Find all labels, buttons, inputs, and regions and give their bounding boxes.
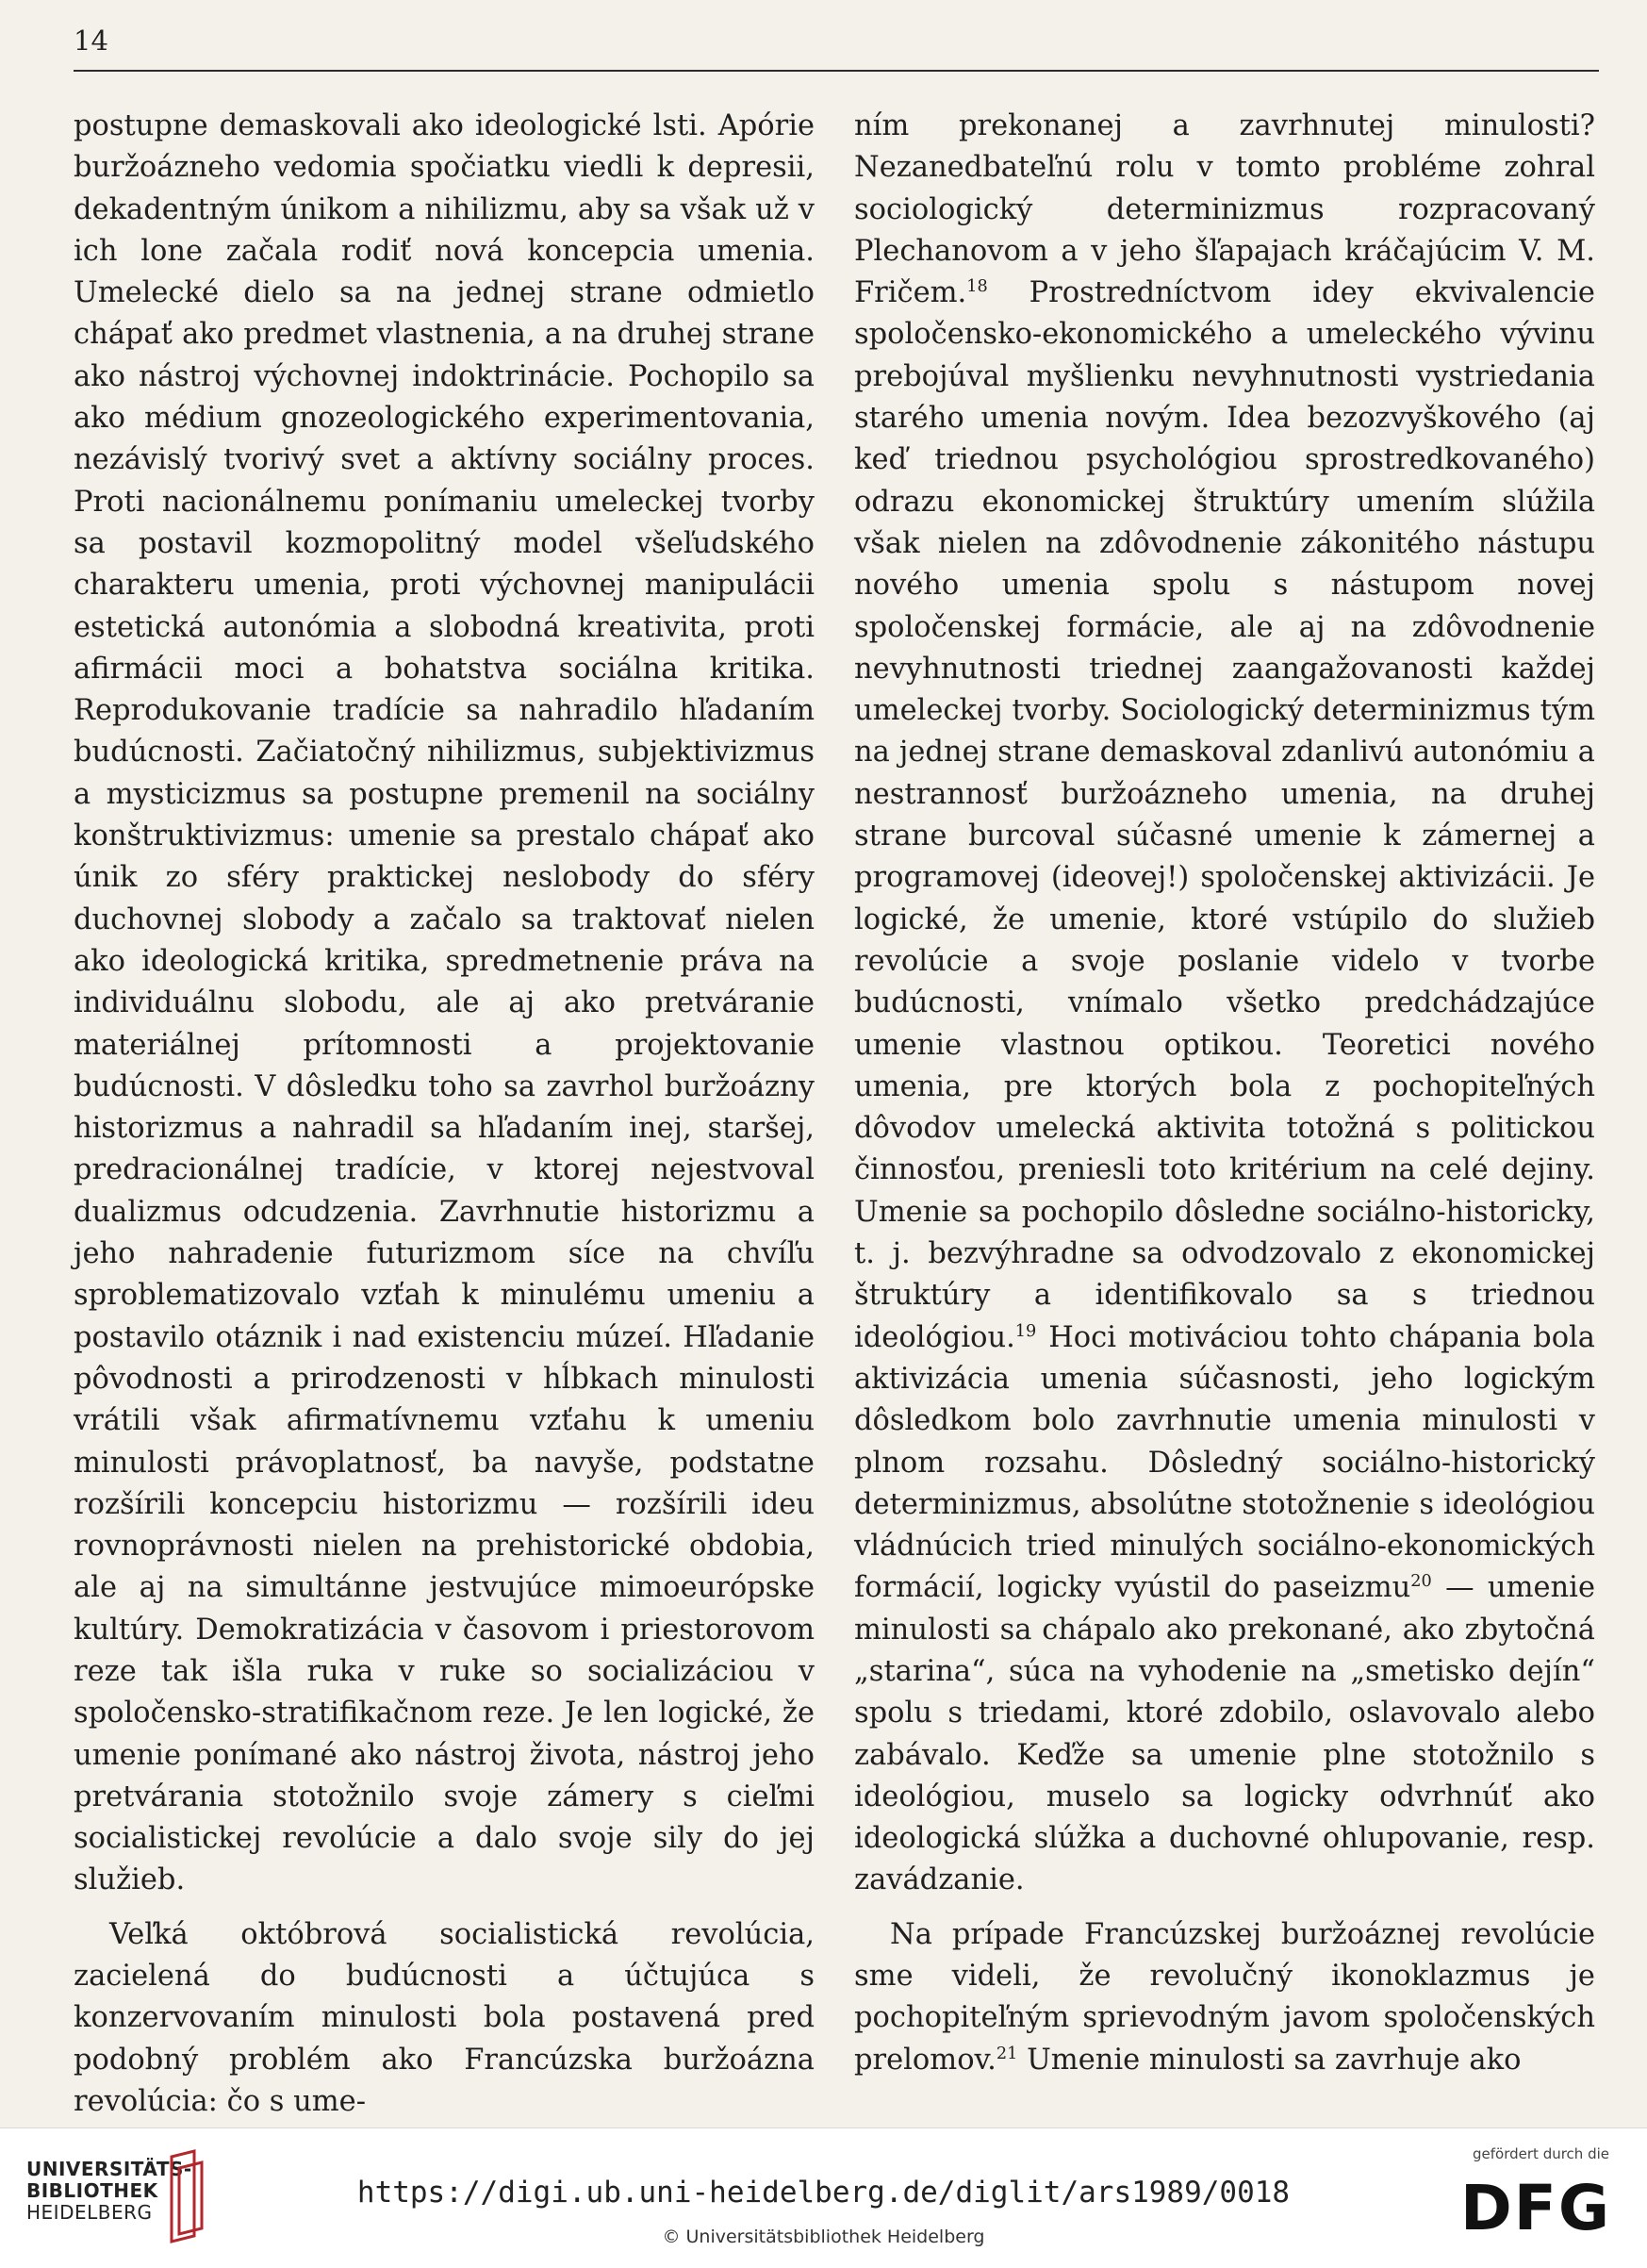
right-paragraph-1-text-b: Prostredníctvom idey ekvivalencie spoločensko-ekonomického a umeleckého vývinu prebojúval myšlienku nevyhnutnosti vystriedania starého umenia novým. Idea bezozvyškového (aj keď triednou psychológiou sprostredkovaného) odrazu ekonomickej štruktúry umením slúžila však nielen na zdôvodnenie zákonitého nástupu nového umenia spolu s nástupom novej spoločenskej formácie, ale aj na zdôvodnenie nevyhnutnosti triednej zaangažovanosti každej umeleckej tvorby. Sociologický determinizmus tým na jednej strane demaskoval zdanlivú autonómiu a nestrannosť buržoázneho umenia, na druhej strane burcoval súčasné umenie k zámernej a programovej (ideovej!) spoločenskej aktivizácii. Je logické, že umenie, ktoré vstúpilo do služieb revolúcie a svoje poslanie videlo v tvorbe budúcnosti, vnímalo všetko predchádzajúce umenie vlastnou optikou. Teoretici nového umenia, pre ktorých bola z pochopiteľných dôvodov umelecká aktivita totožná s politickou činnosťou, preniesli toto kritérium na celé dejiny. Umenie sa pochopilo dôsledne sociálno-historicky, t. j. bezvýhradne sa odvodzovalo z ekonomickej štruktúry a identifikovalo sa s triednou ideológiou. — [854, 276, 1595, 1354]
left-paragraph-2: Veľká októbrová socialistická revolúcia, zacielená do budúcnosti a účtujúca s konzervovaním minulosti bola postavená pred podobný problém ako Francúzska buržoázna revolúcia: čo s ume- — [74, 1917, 815, 2118]
right-paragraph-1 — [854, 106, 1595, 1902]
dfg-logo: DFG — [1459, 2172, 1611, 2244]
copyright-notice: © Universitätsbibliothek Heidelberg — [662, 2227, 985, 2247]
page-number: 14 — [74, 25, 108, 57]
right-paragraph-1-text-d: — umenie minulosti sa chápalo ako prekonané, ako zbytočná „starina“, súca na vyhodenie na „smetisko dejín“ spolu s triedami, ktoré zdobilo, oslavovalo alebo zabávalo. Keďže sa umenie plne stotožnilo s ideológiou, muselo sa logicky odvrhnúť ako ideologická slúžka a duchovné ohlupovanie, resp. zavádzanie. — [854, 1571, 1595, 1897]
right-paragraph-2 — [854, 1914, 1595, 2081]
footnote-ref-21: 21 — [996, 2044, 1018, 2063]
library-name-line-1: UNIVERSITÄTS- — [26, 2158, 192, 2180]
digitization-footer — [0, 2127, 1647, 2268]
footnote-ref-19: 19 — [1014, 1321, 1037, 1341]
right-paragraph-2-text-b: Umenie minulosti sa zavrhuje ako — [1017, 2043, 1522, 2077]
funder-note: gefördert durch die — [1473, 2145, 1609, 2162]
right-paragraph-2-text-a: Na prípade Francúzskej buržoáznej revolúcie sme videli, že revolučný ikonoklazmus je pochopiteľným sprievodným javom spoločenských prelomov. — [854, 1917, 1595, 2077]
left-paragraph-1: postupne demaskovali ako ideologické lsti. Apórie buržoázneho vedomia spočiatku viedli k depresii, dekadentným únikom a nihilizmu, aby sa však už v ich lone začala rodiť nová koncepcia umenia. Umelecké dielo sa na jednej strane odmietlo chápať ako predmet vlastnenia, a na druhej strane ako nástroj výchovnej indoktrinácie. Pochopilo sa ako médium gnozeologického experimentovania, nezávislý tvorivý svet a aktívny sociálny proces. Proti nacionálnemu ponímaniu umeleckej tvorby sa postavil kozmopolitný model všeľudského charakteru umenia, proti výchovnej manipulácii estetická autonómia a slobodná kreativita, proti afirmácii moci a bohatstva sociálna kritika. Reprodukovanie tradície sa nahradilo hľadaním budúcnosti. Začiatočný nihilizmus, subjektivizmus a mysticizmus sa postupne premenil na sociálny konštruktivizmus: umenie sa prestalo chápať ako únik zo sféry praktickej neslobody do sféry duchovnej slobody a začalo sa traktovať nielen ako ideologická kritika, spredmetnenie práva na individuálnu slobodu, ale aj ako pretváranie materiálnej prítomnosti a projektovanie budúcnosti. V dôsledku toho sa zavrhol buržoázny historizmus a nahradil sa hľadaním inej, staršej, predracionálnej tradície, v ktorej nejestvoval dualizmus odcudzenia. Zavrhnutie historizmu a jeho nahradenie futurizmom síce na chvíľu sproblematizovalo vzťah k minulému umeniu a postavilo otáznik i nad existenciu múzeí. Hľadanie pôvodnosti a prirodzenosti v hĺbkach minulosti vrátili však afirmatívnemu vzťahu k umeniu minulosti právoplatnosť, ba navyše, podstatne rozšírili koncepciu historizmu — rozšírili ideu rovnoprávnosti nielen na prehistorické obdobia, ale aj na simultánne jestvujúce mimoeurópske kultúry. Demokratizácia v časovom i priestorovom reze tak išla ruka v ruke so socializáciou v spoločensko-stratifikačnom reze. Je len logické, že umenie ponímané ako nástroj života, nástroj jeho pretvárania stotožnilo svoje zámery s cieľmi socialistickej revolúcie a dalo svoje sily do jej služieb. — [74, 109, 815, 1897]
right-paragraph-1-text-c: Hoci motiváciou tohto chápania bola aktivizácia umenia súčasnosti, jeho logickým dôsledkom bolo zavrhnutie umenia minulosti v plnom rozsahu. Dôsledný sociálno-historický determinizmus, absolútne stotožnenie s ideológiou vládnúcich tried minulých sociálno-ekonomických formácií, logicky vyústil do paseizmu — [854, 1320, 1595, 1605]
right-column — [854, 106, 1595, 2081]
permalink-url[interactable]: https://digi.ub.uni-heidelberg.de/diglit/ars1989/0018 — [356, 2176, 1291, 2210]
left-column — [74, 106, 815, 2123]
footnote-ref-18: 18 — [966, 277, 988, 297]
footnote-ref-20: 20 — [1410, 1572, 1432, 1592]
library-name-line-3: HEIDELBERG — [26, 2201, 153, 2224]
top-rule — [74, 70, 1599, 72]
right-paragraph-1-text-a: ním prekonanej a zavrhnutej minulosti? Nezanedbateľnú rolu v tomto probléme zohral sociologický determinizmus rozpracovaný Plechanovom a v jeho šľapajach kráčajúcim V. M. Fričem. — [854, 109, 1595, 310]
library-name-line-2: BIBLIOTHEK — [26, 2179, 158, 2202]
